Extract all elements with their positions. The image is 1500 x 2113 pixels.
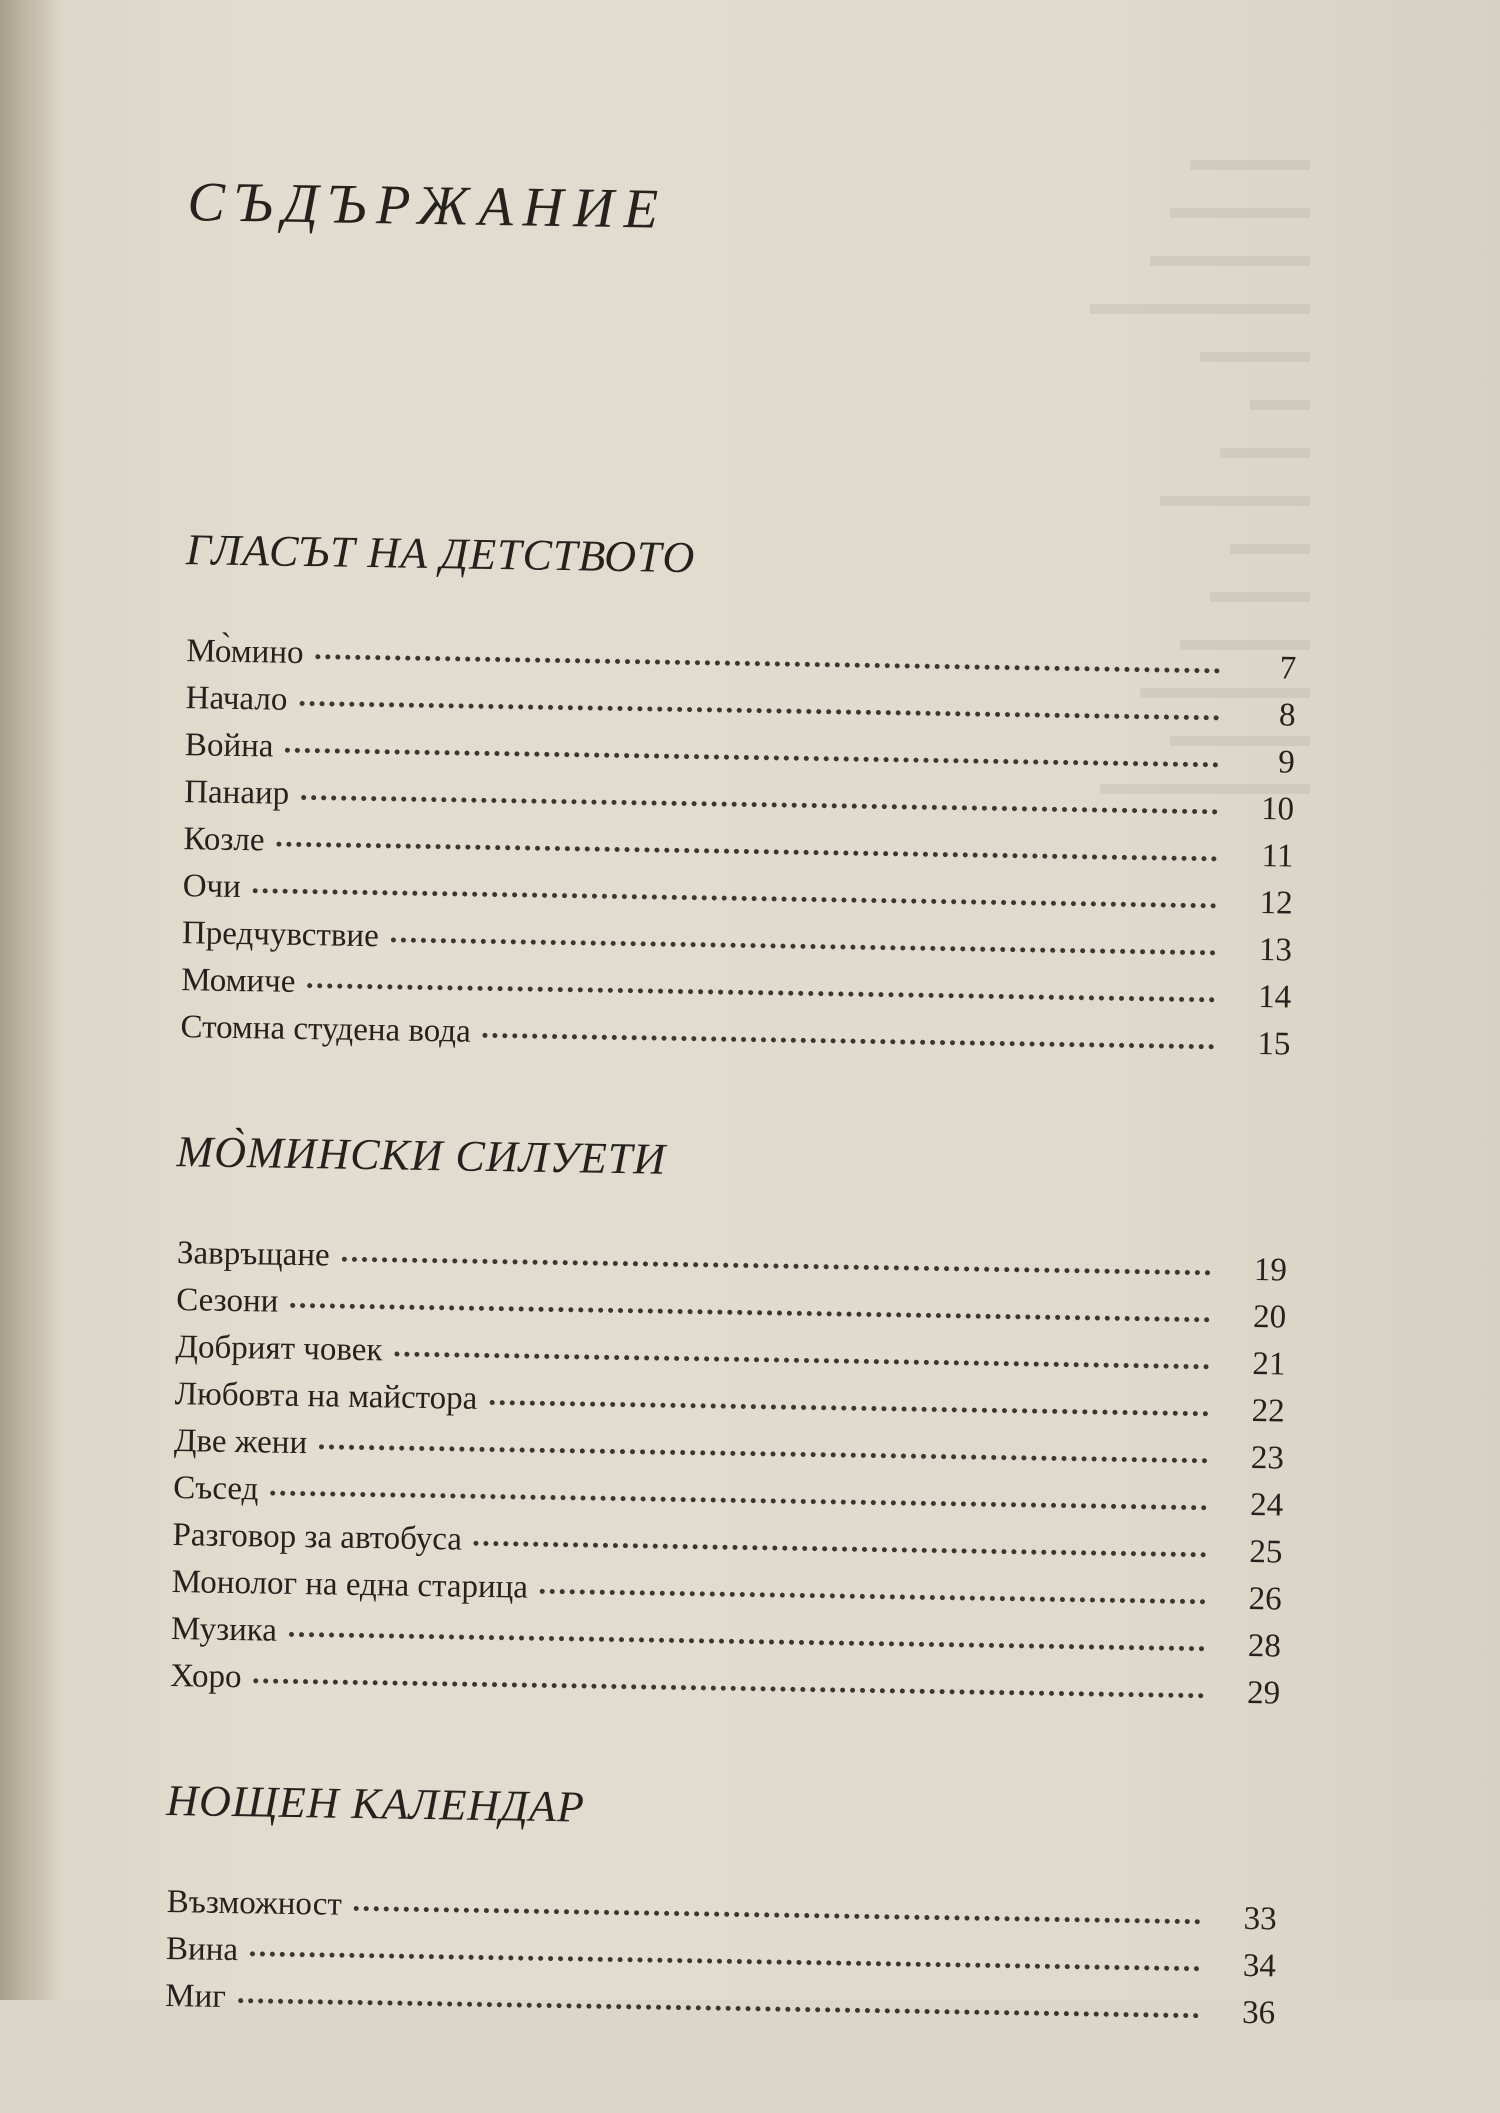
page-title: СЪДЪРЖАНИЕ (187, 171, 669, 241)
toc-entry-title: Две жени (173, 1423, 308, 1462)
toc-entry-page: 24 (1249, 1486, 1284, 1524)
toc-entry-title: Козле (183, 821, 265, 859)
toc-entry-page: 7 (1279, 650, 1297, 687)
toc-entry-title: Завръщане (176, 1235, 330, 1274)
toc-entry-title: Панаир (183, 774, 290, 812)
dot-leader (250, 1951, 1200, 1971)
toc-list (165, 1884, 1277, 2042)
toc-entry-title: Музика (170, 1611, 278, 1649)
section (151, 1775, 1305, 2043)
toc-entry-page: 33 (1243, 1900, 1277, 1938)
toc-entry-page: 11 (1261, 838, 1294, 875)
toc-entry-title: Любовта на майстора (174, 1376, 478, 1417)
toc-entry-title: Мо̀мино (186, 633, 304, 671)
dot-leader (276, 842, 1217, 862)
toc-entry-page: 19 (1253, 1252, 1288, 1289)
dot-leader (289, 1632, 1205, 1651)
toc-entry-page: 15 (1257, 1026, 1291, 1063)
toc-entry-page: 20 (1252, 1298, 1287, 1336)
section (156, 1126, 1315, 1723)
toc-entry-title: Стомна студена вода (180, 1009, 472, 1050)
toc-entry-page: 14 (1257, 979, 1292, 1016)
toc-entry-title: Война (184, 727, 274, 765)
toc-entry-title: Съсед (173, 1470, 259, 1508)
toc-entry-title: Хоро (170, 1658, 242, 1696)
toc-entry-title: Предчувствие (181, 915, 380, 955)
contents-page (150, 170, 1330, 2113)
toc-entry-title: Миг (165, 1977, 227, 2015)
dot-leader (254, 1678, 1205, 1698)
toc-entry-page: 8 (1278, 697, 1296, 734)
toc-entry-page: 28 (1247, 1627, 1282, 1665)
section-title: ГЛАСЪТ НА ДЕТСТВОТО (185, 525, 696, 583)
toc-entry-title: Начало (185, 680, 288, 718)
dot-leader (540, 1589, 1206, 1604)
dot-leader (253, 888, 1217, 908)
dot-leader (238, 1998, 1199, 2018)
toc-entry-page: 25 (1249, 1533, 1283, 1571)
toc-entry-page: 23 (1250, 1439, 1285, 1477)
toc-entry-page: 9 (1278, 744, 1296, 781)
toc-entry-title: Вина (165, 1931, 239, 1969)
toc-entry-page: 10 (1260, 791, 1295, 828)
dot-leader (299, 701, 1219, 720)
toc-entry-page: 13 (1258, 932, 1293, 969)
dot-leader (290, 1303, 1210, 1322)
dot-leader (301, 795, 1218, 814)
toc-entry-title: Добрият човек (175, 1329, 383, 1369)
toc-list (170, 1235, 1287, 1722)
toc-entry-title: Възможност (166, 1884, 343, 1923)
section-title: НОЩЕН КАЛЕНДАР (166, 1775, 586, 1832)
section-title: МО̀МИНСКИ СИЛУЕТИ (176, 1127, 667, 1184)
toc-entry-page: 21 (1252, 1345, 1286, 1383)
toc-entry-page: 34 (1242, 1947, 1277, 1985)
dot-leader (474, 1541, 1207, 1558)
dot-leader (489, 1400, 1208, 1416)
toc-entry-title: Очи (182, 868, 242, 906)
toc-entry-title: Момиче (180, 962, 296, 1000)
toc-entry-page: 29 (1246, 1674, 1281, 1712)
dot-leader (315, 654, 1220, 673)
dot-leader (270, 1491, 1207, 1511)
toc-entry-page: 22 (1251, 1392, 1285, 1430)
dot-leader (307, 983, 1215, 1002)
toc-list (180, 633, 1297, 1073)
dot-leader (391, 937, 1216, 955)
toc-entry-page: 12 (1259, 885, 1293, 922)
dot-leader (319, 1444, 1208, 1463)
toc-entry-title: Сезони (175, 1282, 279, 1320)
book-gutter-shadow (0, 0, 58, 2000)
toc-entry-title: Разговор за автобуса (172, 1517, 463, 1558)
dot-leader (285, 748, 1218, 768)
toc-entry-page: 26 (1248, 1580, 1282, 1618)
toc-entry-title: Монолог на една старица (171, 1564, 529, 1606)
dot-leader (354, 1906, 1201, 1924)
dot-leader (394, 1352, 1209, 1370)
dot-leader (483, 1033, 1215, 1049)
toc-entry-page: 36 (1241, 1994, 1276, 2032)
dot-leader (342, 1257, 1211, 1276)
section (166, 524, 1324, 1074)
